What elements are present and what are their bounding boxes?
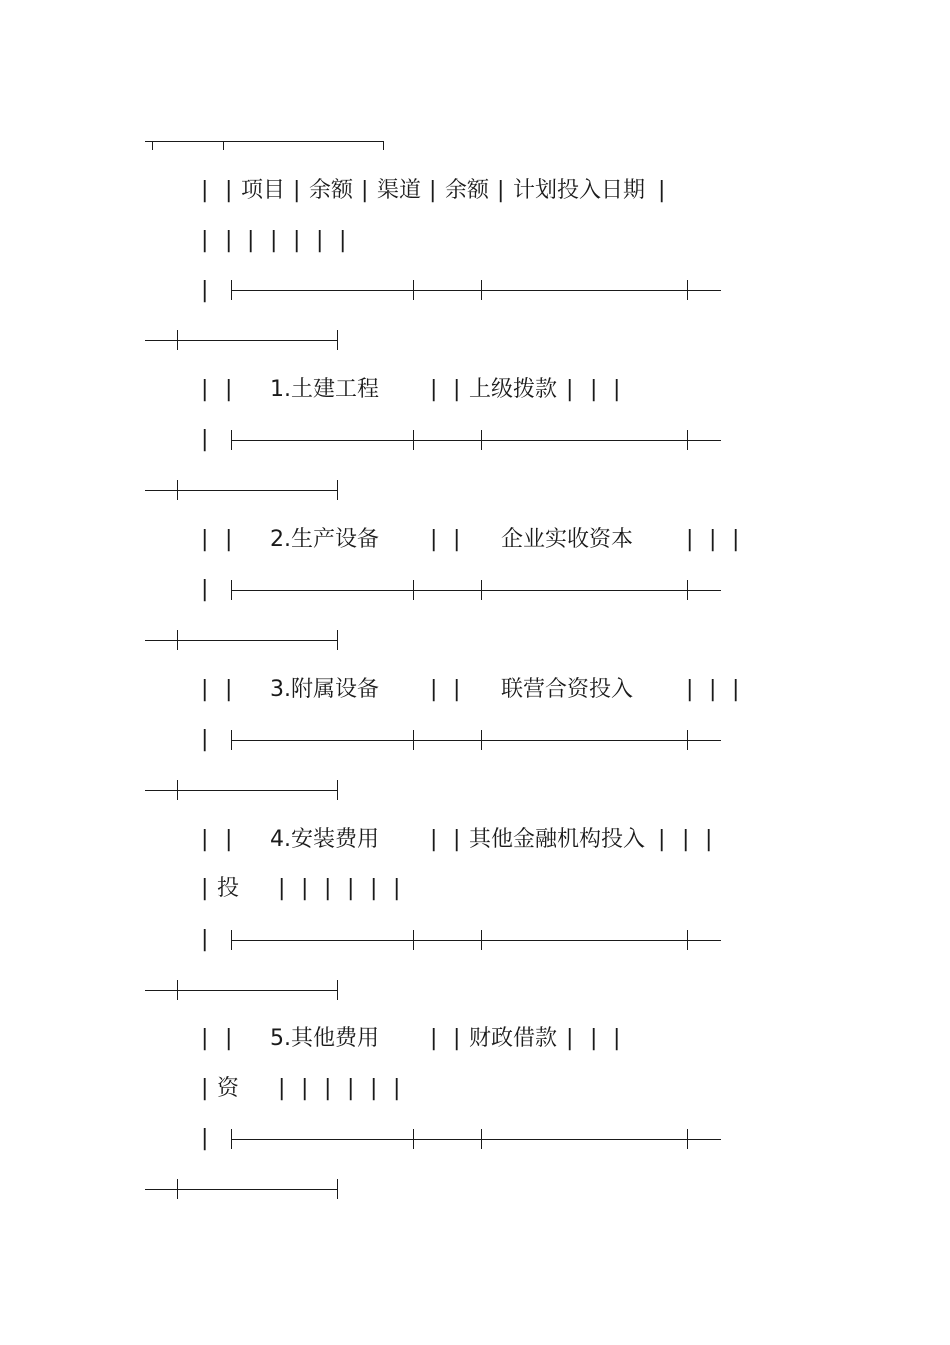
pipe: |	[566, 1026, 574, 1051]
sep-tick	[177, 980, 178, 1000]
pipe: |	[686, 527, 694, 552]
sep-tick	[177, 480, 178, 500]
pipe: |	[430, 827, 438, 852]
pipe: |	[347, 876, 355, 901]
pipe: |	[453, 1026, 461, 1051]
pipe: |	[278, 876, 286, 901]
row-separator	[231, 940, 721, 941]
pipe: |	[301, 1076, 309, 1101]
row-item: 5.其他费用	[270, 1026, 379, 1051]
pipe: |	[453, 677, 461, 702]
pipe: |	[347, 1076, 355, 1101]
pipe: |	[201, 827, 209, 852]
pipe: |	[225, 228, 233, 253]
pipe: |	[361, 178, 369, 203]
pipe: |	[201, 527, 209, 552]
pipe: |	[225, 377, 233, 402]
pipe: |	[201, 577, 209, 602]
pipe: |	[613, 1026, 621, 1051]
sep-tick	[231, 280, 232, 300]
row-separator	[231, 590, 721, 591]
sep-tick	[177, 1179, 178, 1199]
row-separator-cont	[145, 790, 337, 791]
sep-tick	[481, 580, 482, 600]
pipe: |	[316, 228, 324, 253]
sep-tick	[337, 480, 338, 500]
pipe: |	[453, 827, 461, 852]
pipe: |	[430, 677, 438, 702]
pipe: |	[270, 228, 278, 253]
pipe: |	[732, 527, 740, 552]
sep-tick	[337, 780, 338, 800]
row-item: 3.附属设备	[270, 677, 379, 702]
row-separator-cont	[145, 490, 337, 491]
row-item: 4.安装费用	[270, 827, 379, 852]
pipe: |	[709, 527, 717, 552]
header-cell-balance: 余额	[309, 178, 354, 203]
pipe: |	[301, 876, 309, 901]
pipe: |	[370, 876, 378, 901]
row-channel: 上级拨款	[469, 377, 558, 402]
sep-tick	[337, 980, 338, 1000]
sep-tick	[481, 1129, 482, 1149]
top-border	[145, 141, 384, 142]
sep-tick	[481, 280, 482, 300]
pipe: |	[705, 827, 713, 852]
row-separator	[231, 290, 721, 291]
pipe: |	[225, 1026, 233, 1051]
sep-tick	[231, 1129, 232, 1149]
sep-tick	[413, 430, 414, 450]
sep-tick	[687, 930, 688, 950]
pipe: |	[293, 228, 301, 253]
row-separator-cont	[145, 340, 337, 341]
pipe: |	[497, 178, 505, 203]
row-separator	[231, 1139, 721, 1140]
pipe: |	[201, 1026, 209, 1051]
pipe: |	[590, 1026, 598, 1051]
pipe: |	[225, 827, 233, 852]
pipe: |	[732, 677, 740, 702]
pipe: |	[393, 1076, 401, 1101]
sep-tick	[337, 630, 338, 650]
sep-tick	[231, 730, 232, 750]
pipe: |	[324, 1076, 332, 1101]
sep-tick	[413, 280, 414, 300]
pipe: |	[201, 876, 209, 901]
pipe: |	[682, 827, 690, 852]
header-cell-item: 项目	[241, 178, 286, 203]
sep-tick	[177, 780, 178, 800]
pipe: |	[429, 178, 437, 203]
row-channel: 企业实收资本	[501, 527, 634, 552]
sep-tick	[337, 330, 338, 350]
pipe: |	[453, 377, 461, 402]
sep-tick	[231, 930, 232, 950]
row-separator-cont	[145, 1189, 337, 1190]
pipe: |	[453, 527, 461, 552]
header-cell-planned-date: 计划投入日期	[513, 178, 646, 203]
row-item: 2.生产设备	[270, 527, 379, 552]
row-channel: 其他金融机构投入	[469, 827, 646, 852]
pipe: |	[658, 827, 666, 852]
sep-tick	[413, 1129, 414, 1149]
pipe: |	[566, 377, 574, 402]
sep-tick	[687, 1129, 688, 1149]
pipe: |	[201, 1126, 209, 1151]
sep-tick	[481, 930, 482, 950]
pipe: |	[370, 1076, 378, 1101]
sep-tick	[231, 580, 232, 600]
sep-tick	[687, 430, 688, 450]
sep-tick	[413, 930, 414, 950]
pipe: |	[590, 377, 598, 402]
row-item: 1.土建工程	[270, 377, 379, 402]
pipe: |	[339, 228, 347, 253]
pipe: |	[430, 527, 438, 552]
side-label: 投	[217, 876, 240, 901]
pipe: |	[201, 677, 209, 702]
pipe: |	[613, 377, 621, 402]
sep-tick	[687, 280, 688, 300]
pipe: |	[201, 427, 209, 452]
pipe: |	[686, 677, 694, 702]
top-tick	[383, 141, 384, 150]
sep-tick	[687, 730, 688, 750]
top-tick	[152, 141, 153, 150]
pipe: |	[430, 1026, 438, 1051]
header-cell-balance-2: 余额	[445, 178, 490, 203]
pipe: |	[278, 1076, 286, 1101]
pipe: |	[225, 527, 233, 552]
sep-tick	[481, 430, 482, 450]
pipe: |	[225, 677, 233, 702]
pipe: |	[430, 377, 438, 402]
pipe: |	[201, 927, 209, 952]
row-channel: 联营合资投入	[501, 677, 634, 702]
sep-tick	[337, 1179, 338, 1199]
pipe: |	[201, 1076, 209, 1101]
sep-tick	[413, 730, 414, 750]
sep-tick	[231, 430, 232, 450]
sep-tick	[177, 630, 178, 650]
pipe: |	[393, 876, 401, 901]
pipe: |	[324, 876, 332, 901]
sep-tick	[413, 580, 414, 600]
row-channel: 财政借款	[469, 1026, 558, 1051]
sep-tick	[481, 730, 482, 750]
row-separator-cont	[145, 990, 337, 991]
pipe: |	[225, 178, 233, 203]
top-tick	[223, 141, 224, 150]
pipe: |	[293, 178, 301, 203]
pipe: |	[709, 677, 717, 702]
side-label: 资	[217, 1076, 240, 1101]
row-separator-cont	[145, 640, 337, 641]
pipe: |	[201, 278, 209, 303]
header-cell-channel: 渠道	[377, 178, 422, 203]
pipe: |	[201, 178, 209, 203]
pipe: |	[201, 377, 209, 402]
pipe: |	[201, 727, 209, 752]
sep-tick	[687, 580, 688, 600]
sep-tick	[177, 330, 178, 350]
pipe: |	[201, 228, 209, 253]
pipe: |	[247, 228, 255, 253]
pipe: |	[658, 178, 666, 203]
row-separator	[231, 440, 721, 441]
row-separator	[231, 740, 721, 741]
